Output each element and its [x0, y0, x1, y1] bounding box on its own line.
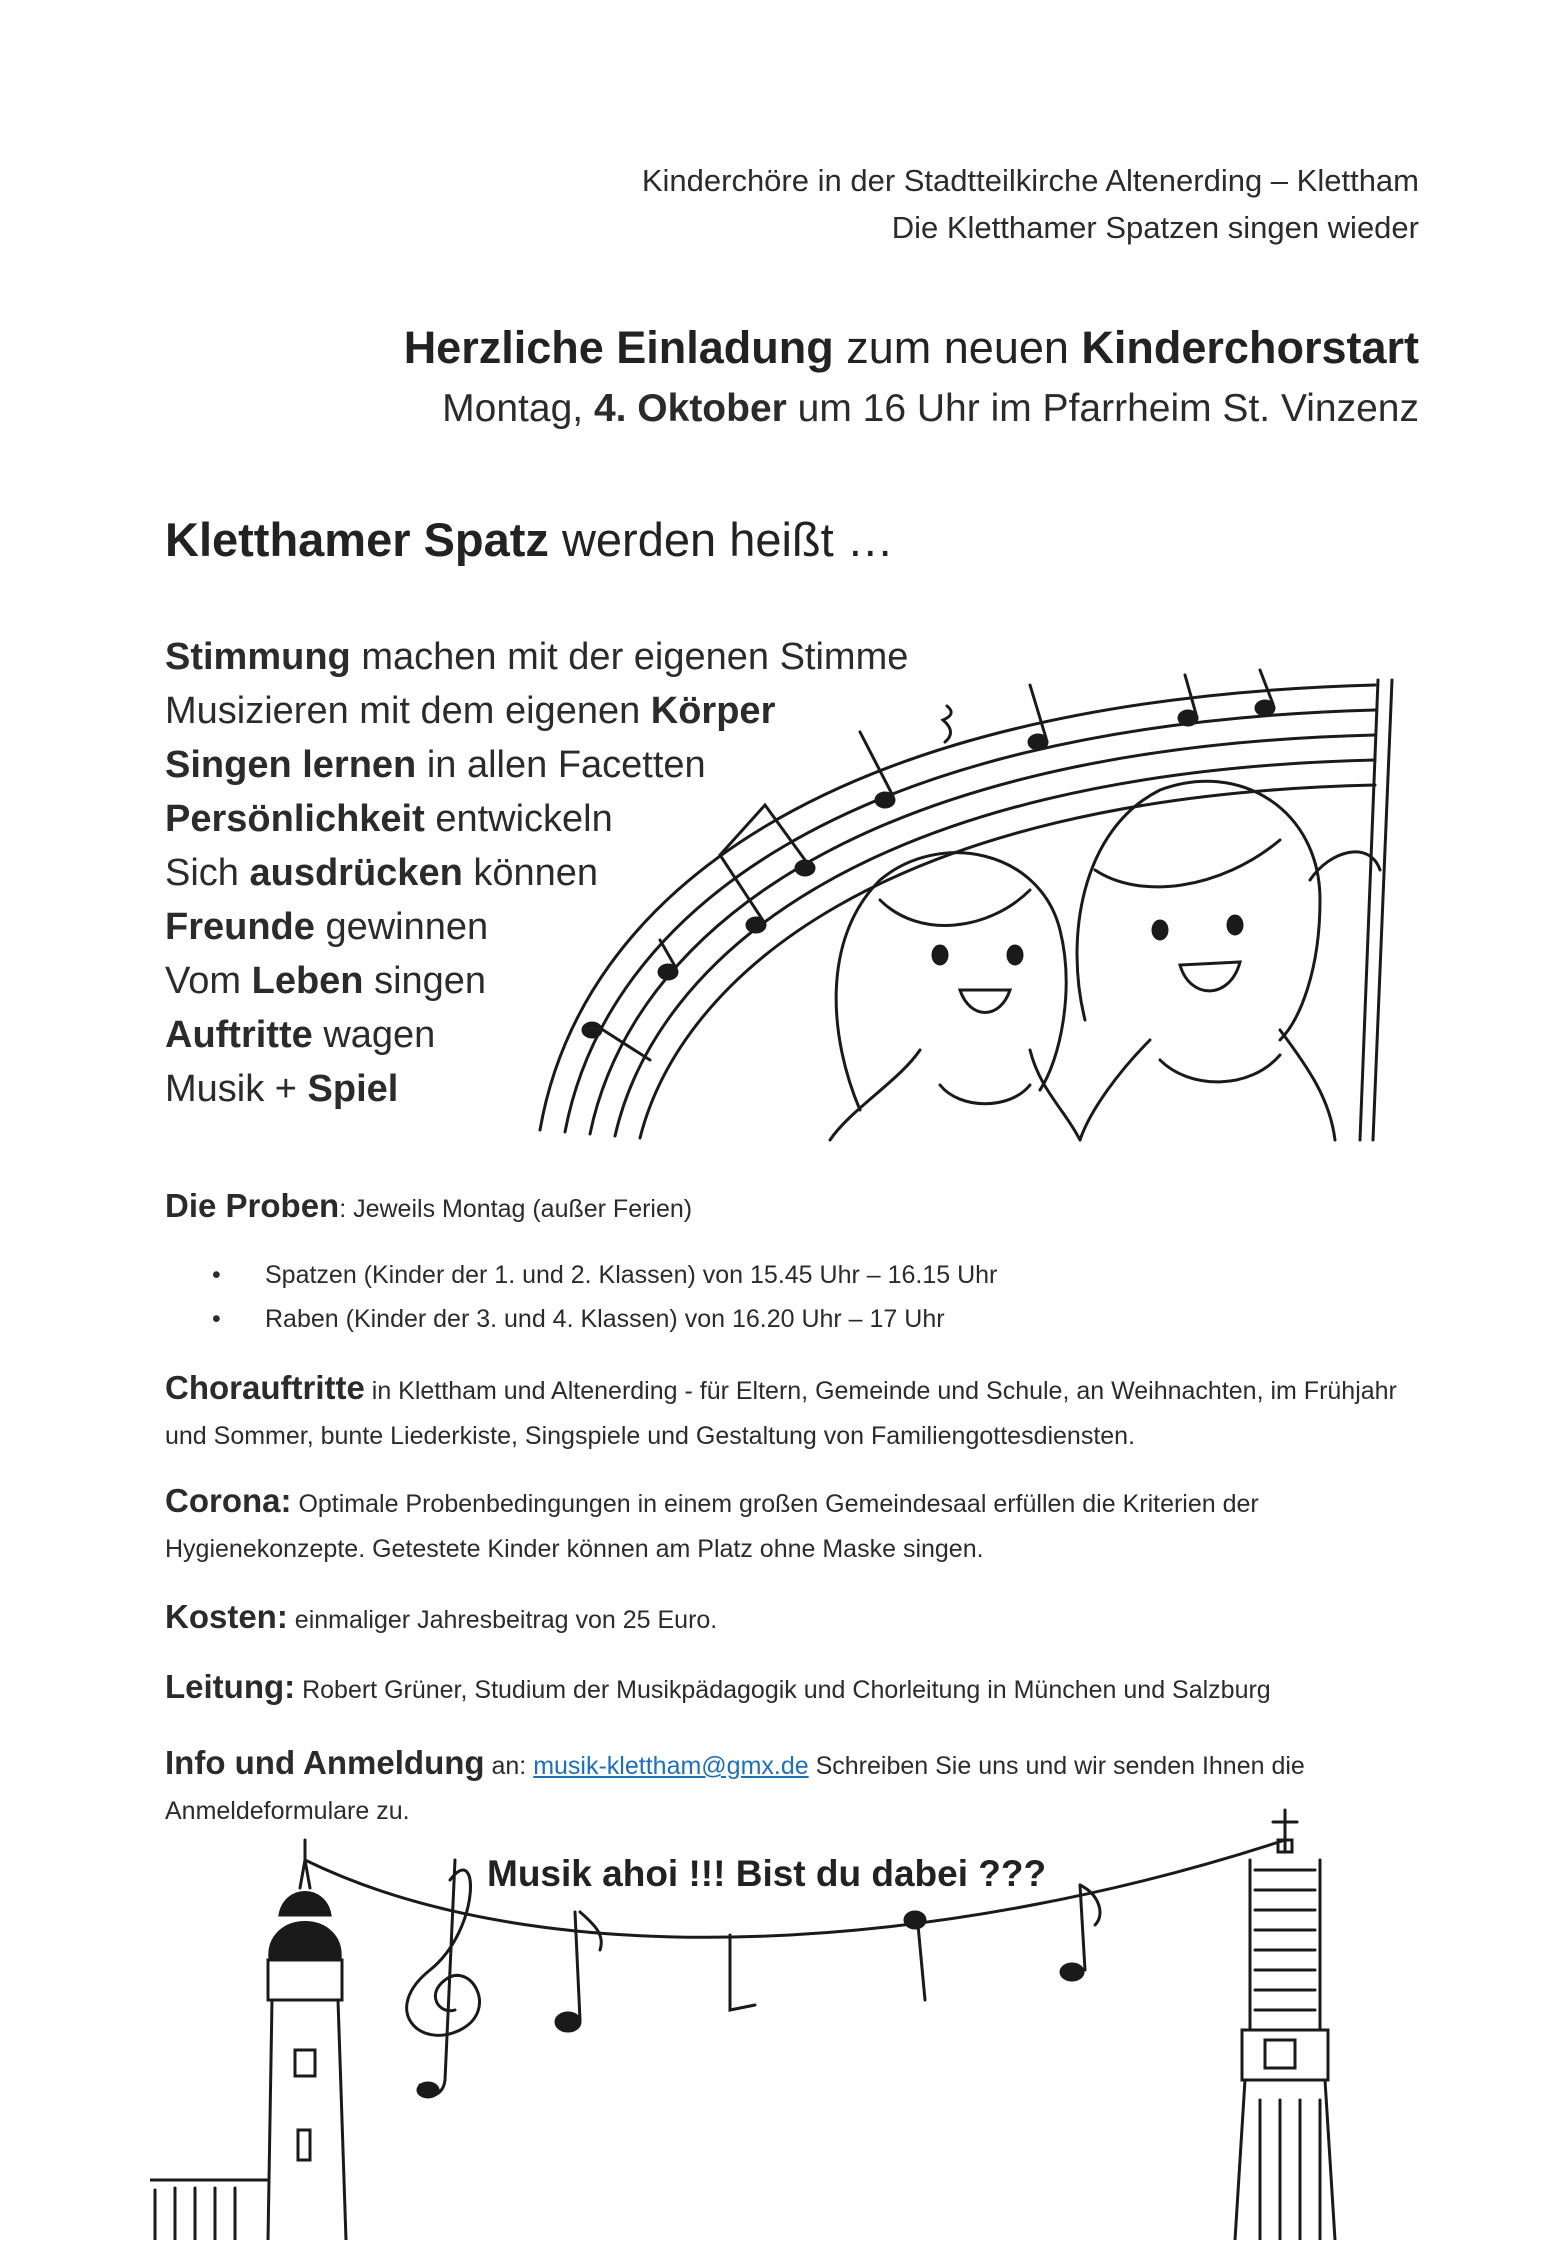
invitation-bold-2: Kinderchorstart	[1081, 322, 1419, 373]
section-proben	[165, 1183, 1415, 1232]
proben-text: : Jeweils Montag (außer Ferien)	[339, 1195, 693, 1223]
leitung-key: Leitung:	[165, 1668, 296, 1705]
email-link[interactable]: musik-klettham@gmx.de	[533, 1752, 809, 1780]
list-item: Singen lernen in allen Facetten	[165, 744, 706, 786]
list-item: Vom Leben singen	[165, 960, 487, 1002]
section-kosten	[165, 1594, 1415, 1643]
date-suffix: um 16 Uhr im Pfarrheim St. Vinzenz	[786, 387, 1419, 430]
list-item: Musizieren mit dem eigenen Körper	[165, 690, 776, 732]
chor-key: Chorauftritte	[165, 1369, 365, 1406]
proben-list	[215, 1253, 997, 1341]
lead-bold: Kletthamer Spatz	[165, 513, 549, 566]
church-towers-music-illustration	[150, 1800, 1400, 2240]
list-item: • Raben (Kinder der 3. und 4. Klassen) von 16.20 Uhr – 17 Uhr	[215, 1297, 997, 1341]
slogan: Musik ahoi !!! Bist du dabei ???	[487, 1853, 1047, 1894]
date-prefix: Montag,	[442, 387, 594, 430]
list-item: • Spatzen (Kinder der 1. und 2. Klassen) von 15.45 Uhr – 16.15 Uhr	[215, 1253, 997, 1297]
chor-text: in Klettham und Altenerding - für Eltern, Gemeinde und Schule, an Weihnachten, im Frühjahr und Sommer, bunte Liederkiste, Singspiele und Gestaltung von Familiengottesdiensten.	[165, 1377, 1397, 1450]
header-block	[642, 158, 1419, 251]
date-bold: 4. Oktober	[593, 387, 787, 430]
lead-heading	[165, 512, 894, 567]
list-item: Sich ausdrücken können	[165, 852, 599, 894]
invitation-text-1: zum neuen	[833, 322, 1082, 373]
leitung-text: Robert Grüner, Studium der Musikpädagogik und Chorleitung in München und Salzburg	[295, 1676, 1271, 1704]
corona-text: Optimale Probenbedingungen in einem großen Gemeindesaal erfüllen die Kriterien der Hygienekonzepte. Getestete Kinder können am Platz ohne Maske singen.	[165, 1490, 1259, 1563]
list-item: Freunde gewinnen	[165, 906, 489, 948]
list-item: Persönlichkeit entwickeln	[165, 798, 613, 840]
header-line-2: Die Kletthamer Spatzen singen wieder	[891, 209, 1419, 245]
list-item: Musik + Spiel	[165, 1068, 399, 1110]
section-leitung	[165, 1664, 1415, 1713]
invitation-date	[442, 387, 1419, 431]
kosten-key: Kosten:	[165, 1598, 288, 1635]
invitation-title	[404, 322, 1419, 374]
header-line-1: Kinderchöre in der Stadtteilkirche Altenerding – Klettham	[641, 163, 1419, 198]
proben-key: Die Proben	[165, 1187, 340, 1224]
info-post: Schreiben Sie uns und wir senden Ihnen die Anmeldeformulare zu.	[165, 1752, 1305, 1825]
section-corona	[165, 1478, 1415, 1572]
invitation-bold-1: Herzliche Einladung	[403, 322, 834, 373]
info-key: Info und Anmeldung	[165, 1744, 485, 1781]
corona-key: Corona:	[165, 1482, 292, 1519]
list-item: Auftritte wagen	[165, 1014, 436, 1056]
children-singing-illustration	[520, 640, 1420, 1150]
list-item: Stimmung machen mit der eigenen Stimme	[165, 636, 909, 678]
info-pre: an:	[484, 1752, 534, 1780]
section-chorauftritte	[165, 1365, 1415, 1459]
kosten-text: einmaliger Jahresbeitrag von 25 Euro.	[287, 1606, 718, 1634]
lead-rest: werden heißt …	[548, 513, 894, 566]
